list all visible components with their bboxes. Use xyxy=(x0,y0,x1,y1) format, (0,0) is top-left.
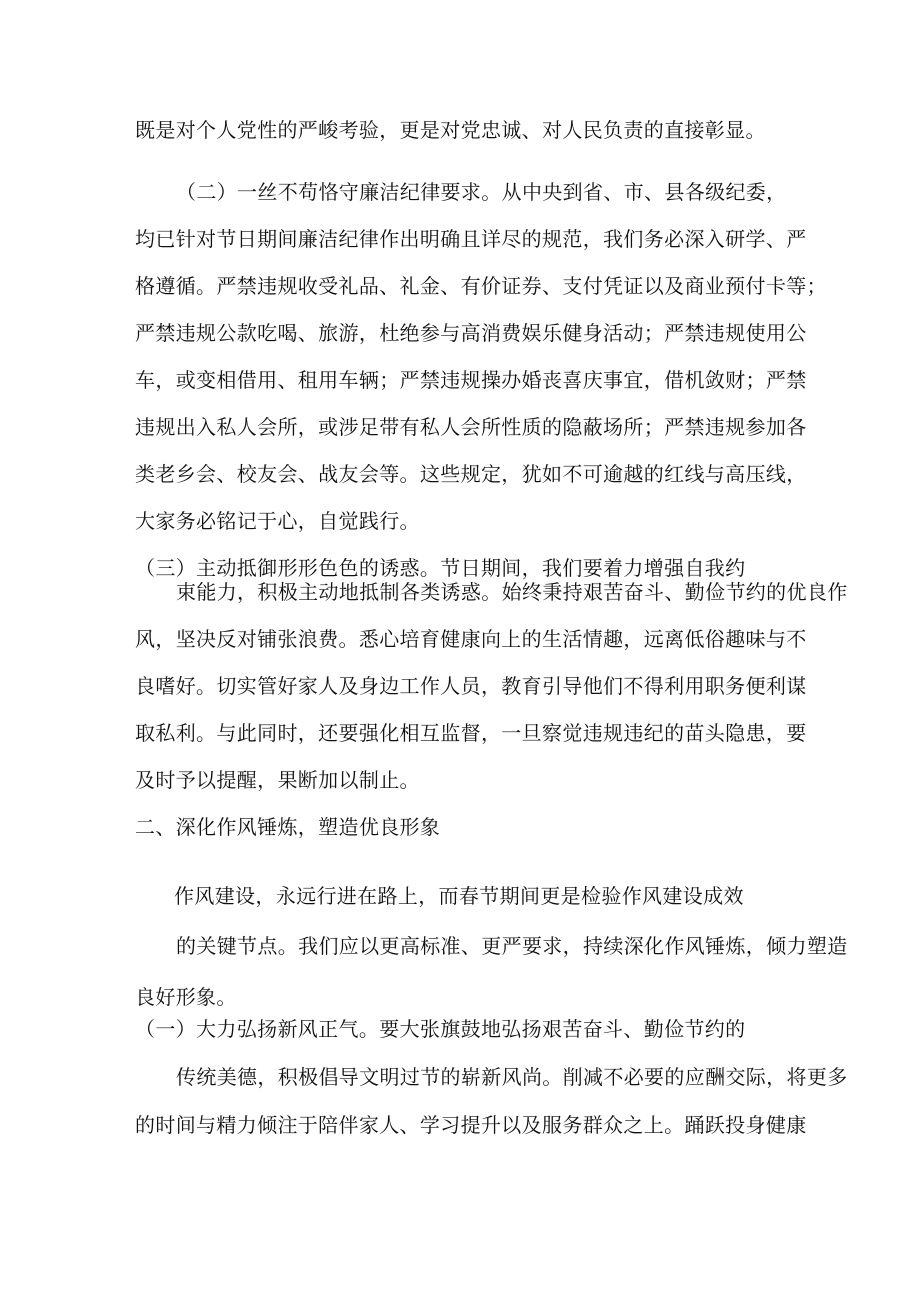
paragraph-line: 风，坚决反对铺张浪费。悉心培育健康向上的生活情趣，远离低俗趣味与不 xyxy=(135,627,807,651)
paragraph-line: 大家务必铭记于心，自觉践行。 xyxy=(135,509,420,533)
paragraph-line: 良嗜好。切实管好家人及身边工作人员，教育引导他们不得利用职务便利谋 xyxy=(135,674,807,698)
paragraph-line: 既是对个人党性的严峻考验，更是对党忠诚、对人民负责的直接彰显。 xyxy=(135,118,766,142)
paragraph-line: 的时间与精力倾注于陪伴家人、学习提升以及服务群众之上。踊跃投身健康 xyxy=(135,1113,807,1137)
paragraph-line: 违规出入私人会所，或涉足带有私人会所性质的隐蔽场所；严禁违规参加各 xyxy=(135,415,807,439)
chapter-heading: 作风建设，永远行进在路上，而春节期间更是检验作风建设成效 xyxy=(174,884,744,908)
paragraph-line: 类老乡会、校友会、战友会等。这些规定，犹如不可逾越的红线与高压线， xyxy=(135,462,807,486)
paragraph-line: 及时予以提醒，果断加以制止。 xyxy=(135,768,420,792)
section-heading-line: 传统美德，积极倡导文明过节的崭新风尚。削减不必要的应酬交际，将更多 xyxy=(176,1065,848,1089)
paragraph-line: 严禁违规公款吃喝、旅游，杜绝参与高消费娱乐健身活动；严禁违规使用公 xyxy=(135,321,807,345)
paragraph-line: 的关键节点。我们应以更高标准、更严要求，持续深化作风锤炼，倾力塑造 xyxy=(176,934,848,958)
section-heading-line: 束能力，积极主动地抵制各类诱惑。始终秉持艰苦奋斗、勤俭节约的优良作 xyxy=(176,580,848,604)
paragraph-line: 取私利。与此同时，还要强化相互监督，一旦察觉违规违纪的苗头隐患，要 xyxy=(135,721,807,745)
paragraph-line: 均已针对节日期间廉洁纪律作出明确且详尽的规范，我们务必深入研学、严 xyxy=(135,227,807,251)
paragraph-line: 二、深化作风锤炼，塑造优良形象 xyxy=(135,815,441,839)
section-heading-line: （二）一丝不苟恪守廉洁纪律要求。从中央到省、市、县各级纪委， xyxy=(176,180,787,204)
paragraph-line: 格遵循。严禁违规收受礼品、礼金、有价证券、支付凭证以及商业预付卡等； xyxy=(135,274,827,298)
paragraph-line: （一）大力弘扬新风正气。要大张旗鼓地弘扬艰苦奋斗、勤俭节约的 xyxy=(135,1017,746,1041)
paragraph-line: （三）主动抵御形形色色的诱惑。节日期间，我们要着力增强自我约 xyxy=(135,556,746,580)
paragraph-line: 良好形象。 xyxy=(135,985,237,1009)
paragraph-line: 车，或变相借用、租用车辆；严禁违规操办婚丧喜庆事宜，借机敛财；严禁 xyxy=(135,368,807,392)
